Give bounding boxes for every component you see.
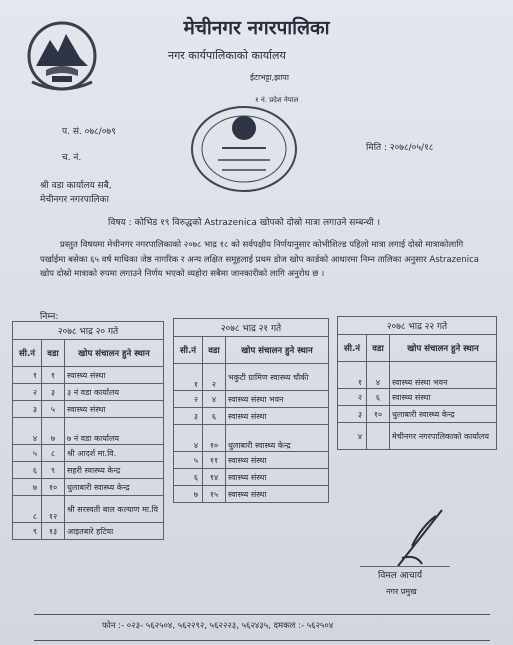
table-row: ३ ६ स्वास्थ्य संस्था xyxy=(174,408,329,425)
col-header-place: खोप संचालन हुने स्थान xyxy=(65,340,164,367)
table-row: ४ ७ ७ नं वडा कार्यालय xyxy=(13,418,164,445)
table-row: २ ३ ३ नं वडा कार्यालय xyxy=(13,384,164,401)
table-row: २ ६ स्वास्थ्य संस्था xyxy=(338,389,497,406)
col-header-ward: वडा xyxy=(42,340,65,367)
col-header-sn: सी.नं xyxy=(13,340,42,367)
table-row: ६ ९ सहरी स्वास्थ्य केन्द्र xyxy=(13,462,164,479)
col-header-ward: वडा xyxy=(203,337,226,364)
col-header-place: खोप संचालन हुने स्थान xyxy=(226,337,329,364)
letter-reference: प. सं. ०७८/०७९ xyxy=(62,127,116,137)
table-row: ७ १५ स्वास्थ्य संस्था xyxy=(174,486,329,503)
schedule-table-day3 xyxy=(337,316,497,450)
schedule-table-day2 xyxy=(173,318,329,503)
table-row: १ ४ स्वास्थ्य संस्था भवन xyxy=(338,362,497,389)
signatory-title: नगर प्रमुख xyxy=(386,587,417,596)
signatory-name: विमल आचार्य xyxy=(378,571,423,581)
schedule-table-day1 xyxy=(12,321,164,540)
dispatch-number: च. नं. xyxy=(62,153,82,163)
table-caption: २०७८ भाद्र २१ गते xyxy=(174,319,329,337)
table-row: ७ १० धुलाबारी स्वास्थ्य केन्द्र xyxy=(13,479,164,496)
municipality-title: मेचीनगर नगरपालिका xyxy=(183,17,330,39)
recipient-line-2: मेचीनगर नगरपालिका xyxy=(40,195,109,205)
table-row: ४ १० धुलाबारी स्वास्थ्य केन्द्र xyxy=(174,425,329,452)
col-header-ward: वडा xyxy=(367,335,390,362)
footer-divider-top xyxy=(34,614,490,615)
table-caption: २०७८ भाद्र २० गते xyxy=(13,322,164,340)
office-name: नगर कार्यपालिकाको कार्यालय xyxy=(168,49,286,62)
office-stamp-icon xyxy=(188,104,300,194)
table-row: २ ४ स्वास्थ्य संस्था भवन xyxy=(174,391,329,408)
following-label: निम्न: xyxy=(40,312,59,322)
table-row: ३ ५ स्वास्थ्य संस्था xyxy=(13,401,164,418)
table-row: ८ १२ श्री सरस्वती बाल कल्याण मा.वि xyxy=(13,496,164,523)
letter-body: प्रस्तुत विषयमा मेचीनगर नगरपालिकाको २०७८ भाद्र १८ को सर्वपक्षीय निर्णयानुसार कोभीशिल्ड पहिलो मात्रा लगाई दोस्रो मात्राकोलागि पर्खाईमा बसेका ६५ वर्ष माथिका जेष्ठ नागरिक र अन्य लक्षित समूहलाई प्रथम डोज खोप कार्डको आधारमा निम्न तालिका अनुसार Astrazenica खोप दोस्रो मात्राको रुपमा लगाउने निर्णय भएको व्यहोरा सबैमा जानकारीको लागि अनुरोध छ । xyxy=(40,240,480,279)
table-row: ५ ८ श्री आदर्श मा.वि. xyxy=(13,445,164,462)
footer-contact: फोन :- ०२३- ५६२५०४, ५६२२९२, ५६२२२३, ५६२४३५, दमकल :- ५६२५०४ xyxy=(102,621,334,631)
letter-subject: विषय : कोभिड १९ विरुद्धको Astrazenica खोपको दोस्रो मात्रा लगाउने सम्बन्धी । xyxy=(108,218,381,228)
col-header-sn: सी.नं xyxy=(174,337,203,364)
table-row: ३ १० धुलाबारी स्वास्थ्य केन्द्र xyxy=(338,406,497,423)
table-row: ६ १४ स्वास्थ्य संस्था xyxy=(174,469,329,486)
table-row: ४ मेचीनगर नगरपालिकाको कार्यालय xyxy=(338,423,497,450)
recipient-line-1: श्री वडा कार्यालय सबै, xyxy=(40,181,112,191)
footer-divider-bottom xyxy=(34,640,490,641)
table-row: १ २ भकुटी ग्रामिण स्वास्थ्य चौकी xyxy=(174,364,329,391)
letter-date: मिति : २०७८/०५/१८ xyxy=(366,143,434,153)
col-header-place: खोप संचालन हुने स्थान xyxy=(390,335,497,362)
signature-line xyxy=(360,566,450,567)
table-row: ९ १३ आइतबारे हटिया xyxy=(13,523,164,540)
table-row: १ १ स्वास्थ्य संस्था xyxy=(13,367,164,384)
office-address: ईटाभट्टा,झापा xyxy=(250,73,289,82)
table-row: ५ ११ स्वास्थ्य संस्था xyxy=(174,452,329,469)
col-header-sn: सी.नं xyxy=(338,335,367,362)
signature-mark-icon xyxy=(392,506,448,570)
province-name: १ नं. प्रदेश नेपाल xyxy=(255,96,299,104)
table-caption: २०७८ भाद्र २२ गते xyxy=(338,317,497,335)
